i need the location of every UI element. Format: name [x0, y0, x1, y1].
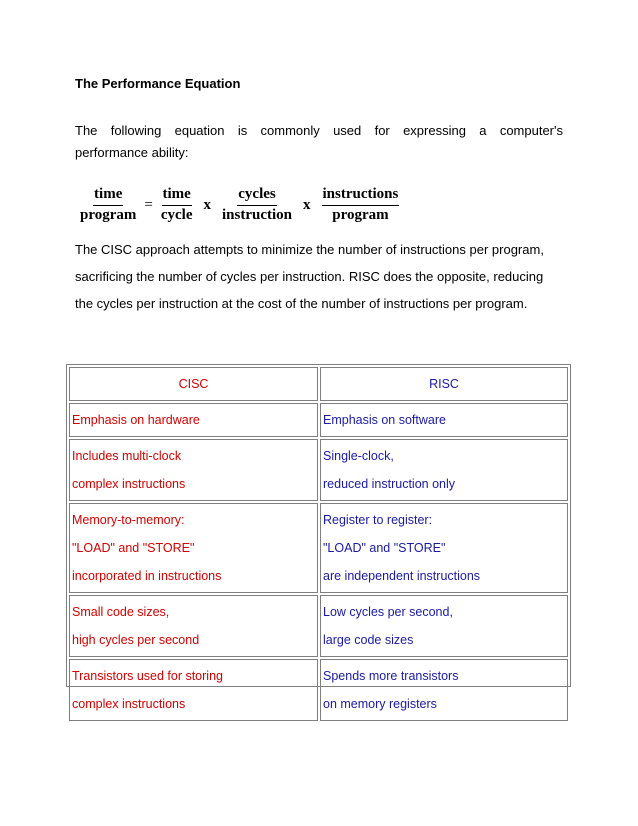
- risc-cell-line: Single-clock,: [323, 449, 394, 463]
- risc-cell-line: large code sizes: [323, 633, 414, 647]
- intro-line-2: performance ability:: [75, 145, 189, 160]
- risc-cell-line: "LOAD" and "STORE": [323, 541, 446, 555]
- equation-term1-fraction: [161, 186, 193, 224]
- equation-lhs-numerator: time: [93, 186, 123, 206]
- equation-equals-sign: =: [144, 196, 153, 213]
- cisc-cell: [69, 503, 318, 593]
- cisc-risc-comparison-table: [67, 365, 570, 723]
- cisc-cell-line: Emphasis on hardware: [72, 413, 200, 427]
- table-header-row: [69, 367, 568, 401]
- section-heading: The Performance Equation: [75, 76, 241, 91]
- cisc-cell-line: high cycles per second: [72, 633, 200, 647]
- equation-lhs-fraction: [80, 186, 136, 224]
- cisc-risc-paragraph: [75, 236, 565, 317]
- cisc-cell-line: complex instructions: [72, 477, 186, 491]
- risc-cell-line: on memory registers: [323, 697, 437, 711]
- cisc-cell-line: incorporated in instructions: [72, 569, 222, 583]
- equation-term3-fraction: [322, 186, 400, 224]
- equation-times-sign-1: x: [203, 196, 211, 213]
- risc-cell-line: Spends more transistors: [323, 669, 459, 683]
- equation-term1-denominator: cycle: [160, 207, 193, 223]
- cisc-cell: [69, 659, 318, 721]
- risc-cell-line: Low cycles per second,: [323, 605, 453, 619]
- risc-cell-line: are independent instructions: [323, 569, 481, 583]
- risc-cell: [320, 595, 568, 657]
- equation-times-sign-2: x: [303, 196, 311, 213]
- cisc-cell-line: Includes multi-clock: [72, 449, 182, 463]
- equation-term3-denominator: program: [332, 207, 389, 223]
- equation-term1-numerator: time: [162, 186, 192, 206]
- paragraph-line-2: sacrificing the number of cycles per instruction. RISC does the opposite, reducing: [75, 269, 544, 284]
- cisc-cell-line: complex instructions: [72, 697, 186, 711]
- cisc-cell: [69, 439, 318, 501]
- header-risc: RISC: [320, 367, 568, 401]
- equation-term3-numerator: instructions: [322, 186, 400, 206]
- comparison-table-frame: [66, 364, 571, 711]
- equation-term2-denominator: instruction: [222, 207, 293, 223]
- risc-cell: [320, 439, 568, 501]
- cisc-cell-line: Memory-to-memory:: [72, 513, 185, 527]
- cisc-cell-line: "LOAD" and "STORE": [72, 541, 195, 555]
- equation-term2-numerator: cycles: [237, 186, 276, 206]
- table-row: [69, 595, 568, 657]
- cisc-cell-line: Transistors used for storing: [72, 669, 223, 683]
- table-row: [69, 403, 568, 437]
- intro-line-1: The following equation is commonly used for expressing a computer's: [75, 123, 563, 138]
- table-row: [69, 659, 568, 721]
- risc-cell-line: reduced instruction only: [323, 477, 456, 491]
- paragraph-line-3: the cycles per instruction at the cost of the number of instructions per program.: [75, 296, 528, 311]
- header-cisc: CISC: [69, 367, 318, 401]
- table-row: [69, 503, 568, 593]
- performance-equation: [80, 186, 399, 224]
- risc-cell: [320, 503, 568, 593]
- table-row: [69, 439, 568, 501]
- risc-cell: [320, 403, 568, 437]
- risc-cell-line: Emphasis on software: [323, 413, 446, 427]
- risc-cell: [320, 659, 568, 721]
- paragraph-line-1: The CISC approach attempts to minimize the number of instructions per program,: [75, 242, 544, 257]
- risc-cell-line: Register to register:: [323, 513, 433, 527]
- cisc-cell: [69, 403, 318, 437]
- cisc-cell-line: Small code sizes,: [72, 605, 170, 619]
- equation-term2-fraction: [222, 186, 292, 224]
- cisc-cell: [69, 595, 318, 657]
- equation-lhs-denominator: program: [80, 207, 137, 223]
